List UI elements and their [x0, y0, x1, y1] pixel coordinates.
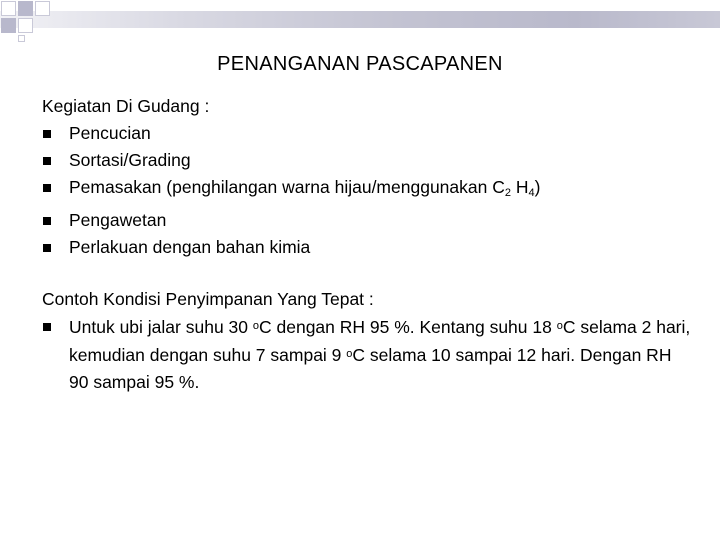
- list-item-text: Pengawetan: [69, 210, 167, 230]
- degree-superscript: o: [252, 320, 259, 332]
- storage-list: [42, 313, 692, 396]
- bullet-square-icon: [43, 130, 51, 138]
- slide-content: [42, 93, 692, 396]
- list-item: [42, 120, 692, 147]
- decorative-header-band: [0, 0, 720, 40]
- subscript: 2: [504, 187, 511, 199]
- list-item: [42, 234, 692, 261]
- list-item-text: Sortasi/Grading: [69, 150, 191, 170]
- deco-square: [18, 18, 33, 33]
- list-item-text: C selama 10 sampai 12 hari. Dengan RH 90 sampai 95 %.: [69, 345, 672, 392]
- list-item-text: Untuk ubi jalar suhu 30: [69, 317, 253, 337]
- list-item-text: C selama 2 hari, kemudian dengan suhu 7 sampai 9: [69, 317, 691, 365]
- list-item-text: Pencucian: [69, 123, 151, 143]
- list-item-text: C dengan RH 95 %. Kentang suhu 18: [259, 317, 557, 337]
- activity-list: [42, 120, 692, 261]
- spacer: [42, 261, 692, 286]
- bullet-square-icon: [43, 244, 51, 252]
- section-heading: Kegiatan Di Gudang :: [42, 96, 210, 116]
- deco-square: [35, 1, 50, 16]
- list-item: [42, 313, 692, 396]
- list-item-text: Pemasakan (penghilangan warna hijau/menggunakan C: [69, 177, 505, 197]
- list-item: [42, 174, 692, 207]
- deco-square: [1, 18, 16, 33]
- list-item: [42, 147, 692, 174]
- list-item-text: H: [510, 177, 529, 197]
- header-stripe: [0, 11, 720, 28]
- deco-square: [1, 1, 16, 16]
- bullet-square-icon: [43, 184, 51, 192]
- deco-square: [18, 35, 25, 42]
- bullet-square-icon: [43, 157, 51, 165]
- list-item-text: Perlakuan dengan bahan kimia: [69, 237, 311, 257]
- deco-square: [18, 1, 33, 16]
- degree-superscript: o: [556, 320, 563, 332]
- list-item-text: ): [534, 177, 541, 197]
- degree-superscript: o: [346, 348, 353, 360]
- section-heading: Contoh Kondisi Penyimpanan Yang Tepat :: [42, 289, 374, 309]
- list-item: [42, 207, 692, 234]
- bullet-square-icon: [43, 323, 51, 331]
- bullet-square-icon: [43, 217, 51, 225]
- slide-title: PENANGANAN PASCAPANEN: [217, 53, 503, 75]
- subscript: 4: [528, 187, 535, 199]
